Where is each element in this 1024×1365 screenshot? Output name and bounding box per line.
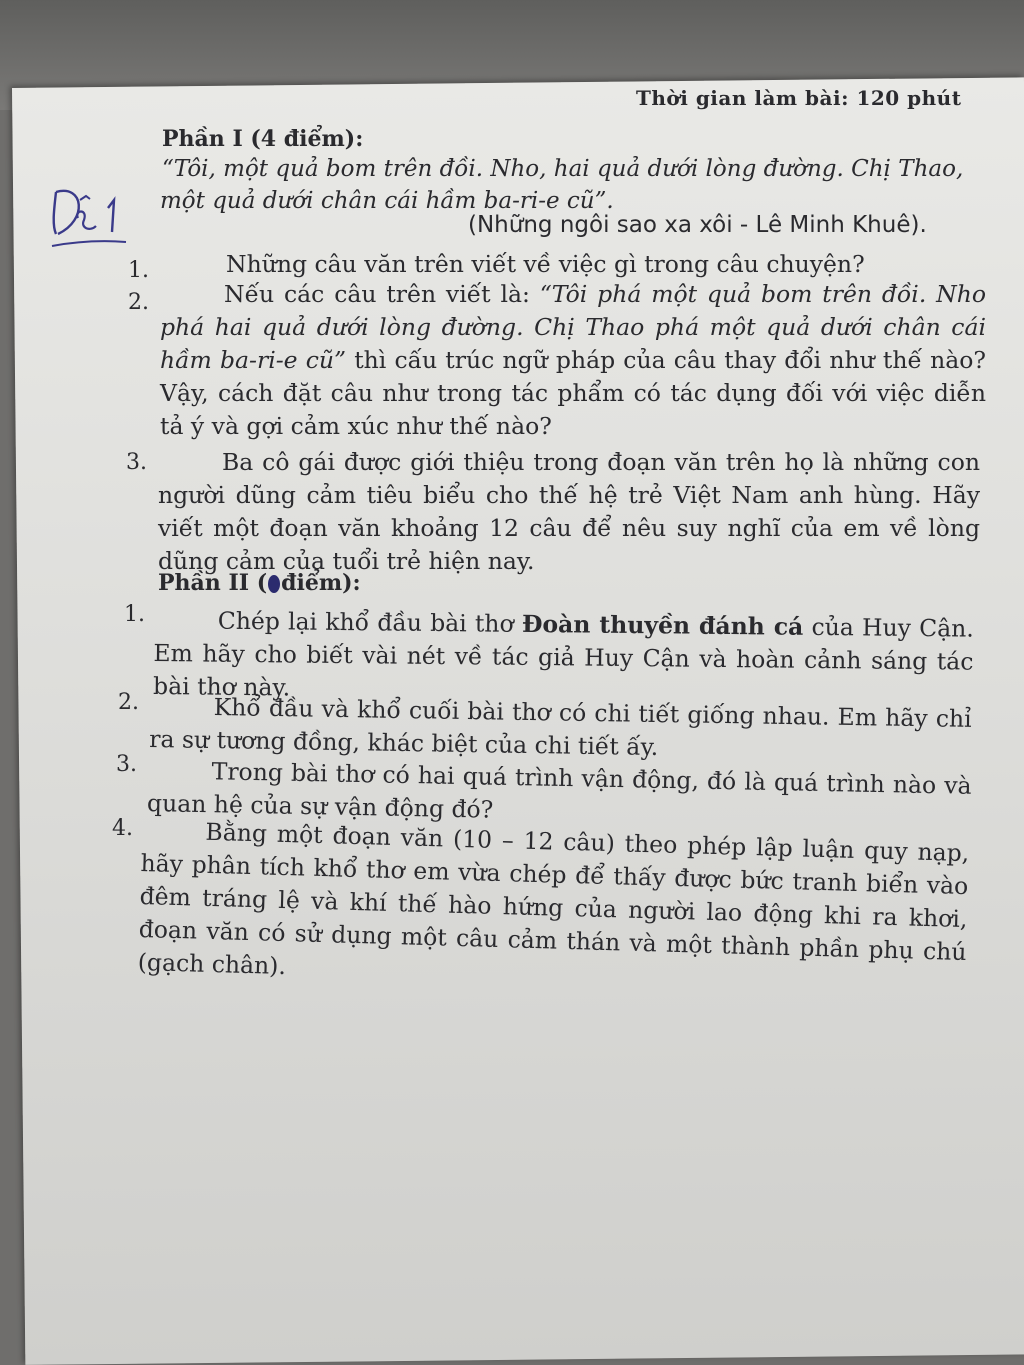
part2-q3-number: 3.: [116, 752, 137, 777]
part1-q2-number: 2.: [128, 290, 149, 315]
part1-quote-line1: “Tôi, một quả bom trên đồi. Nho, hai quả dưới lòng đường. Chị Thao,: [162, 156, 964, 182]
part2-heading-a: Phần II (: [158, 570, 268, 596]
part1-q2-quote: “Tôi phá một quả bom trên đồi. Nho phá hai quả dưới lòng đường. Chị Thao phá một quả dưới chân cái hầm ba-ri-e cũ”: [160, 280, 986, 374]
part1-q3-content: Ba cô gái được giới thiệu trong đoạn văn trên họ là những con người dũng cảm tiêu biểu cho thế hệ trẻ Việt Nam anh hùng. Hãy viết một đoạn văn khoảng 12 câu để nêu suy nghĩ của em về lòng dũng cảm của tuổi trẻ hiện nay.: [158, 448, 980, 575]
part2-q1-number: 1.: [124, 602, 145, 627]
part2-q4-content: Bằng một đoạn văn (10 – 12 câu) theo phép lập luận quy nạp, hãy phân tích khổ thơ em vừa chép để thấy được bức tranh biển vào đêm tráng lệ và khí thế hào hứng của người lao động khi ra khơi, đoạn văn có sử dụng một câu cảm thán và một thành phần phụ chú (gạch chân).: [137, 817, 970, 981]
time-note: Thời gian làm bài: 120 phút: [636, 86, 962, 110]
handwritten-label-drawing: [44, 170, 134, 260]
part2-q1-rest: của Huy Cận. Em hãy cho biết vài nét về tác giả Huy Cận và hoàn cảnh sáng tác bài thơ này.: [152, 612, 974, 702]
part1-q2-lead: Nếu các câu trên viết là:: [224, 280, 540, 308]
part2-heading-b: điểm):: [281, 570, 361, 596]
part1-q3-number: 3.: [126, 450, 147, 475]
part2-q1-bold: Đoàn thuyền đánh cá: [521, 609, 804, 641]
part2-q2-content: Khổ đầu và khổ cuối bài thơ có chi tiết giống nhau. Em hãy chỉ ra sự tương đồng, khác biệt của chi tiết ấy.: [149, 693, 972, 761]
part2-q4-text: [137, 814, 969, 1002]
part1-quote-line2: một quả dưới chân cái hầm ba-ri-e cũ”.: [160, 188, 614, 214]
part1-q1-text: Những câu văn trên viết về việc gì trong câu chuyện?: [226, 250, 865, 278]
part1-heading: Phần I (4 điểm):: [162, 126, 364, 152]
part1-source: (Những ngôi sao xa xôi - Lê Minh Khuê).: [468, 212, 927, 238]
part2-q2-number: 2.: [118, 690, 139, 715]
part1-q2-paragraph: [160, 278, 986, 443]
part2-q4-number: 4.: [112, 816, 133, 841]
part2-heading: [158, 570, 361, 596]
part2-q3-content: Trong bài thơ có hai quá trình vận động, đó là quá trình nào và quan hệ của sự vận động đó?: [146, 757, 972, 824]
part2-q1-lead: Chép lại khổ đầu bài thơ: [217, 606, 523, 638]
part1-q2-rest: thì cấu trúc ngữ pháp của câu thay đổi như thế nào? Vậy, cách đặt câu như trong tác phẩm có tác dụng đối với việc diễn tả ý và gợi cảm xúc như thế nào?: [160, 346, 986, 440]
part1-q1-number: 1.: [128, 258, 149, 283]
ink-smudge: [268, 575, 280, 593]
part1-q3-text: [158, 446, 980, 578]
